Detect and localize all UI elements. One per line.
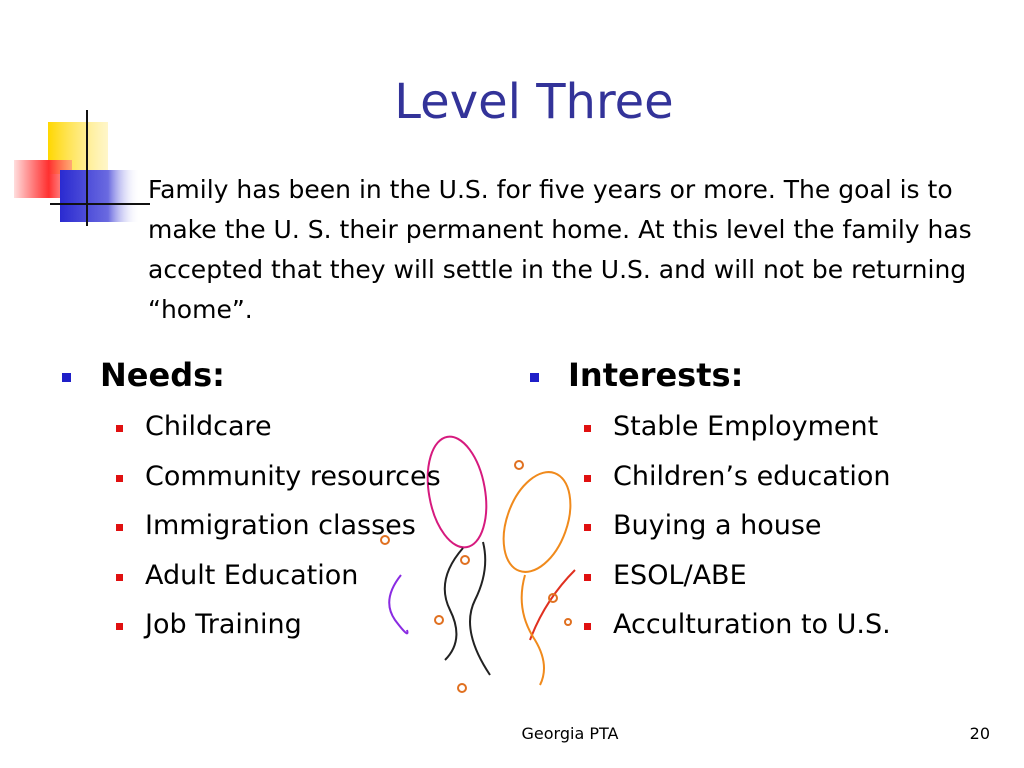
list-item-text: Adult Education: [145, 559, 359, 591]
list-item-text: Buying a house: [613, 510, 822, 542]
list-item: [584, 452, 990, 502]
needs-heading-text: Needs:: [100, 356, 225, 394]
needs-list: [62, 402, 502, 650]
square-bullet-icon: [116, 524, 123, 531]
interests-column: [530, 352, 990, 650]
list-item-text: ESOL/ABE: [613, 559, 747, 591]
list-item: [584, 551, 990, 601]
list-item: [584, 501, 990, 551]
list-item: [116, 600, 502, 650]
slide-title: Level Three: [394, 74, 674, 130]
needs-column: [62, 352, 502, 650]
list-item-text: Acculturation to U.S.: [613, 609, 891, 641]
interests-list: [530, 402, 990, 650]
list-item-text: Community resources: [145, 460, 441, 492]
square-bullet-icon: [116, 475, 123, 482]
needs-heading: [62, 352, 502, 398]
square-bullet-icon: [116, 425, 123, 432]
square-bullet-icon: [584, 475, 591, 482]
list-item: [116, 402, 502, 452]
square-bullet-icon: [584, 425, 591, 432]
square-bullet-icon: [584, 574, 591, 581]
square-bullet-icon: [116, 623, 123, 630]
square-bullet-icon: [584, 524, 591, 531]
list-item-text: Stable Employment: [613, 411, 879, 443]
corner-decoration: [0, 100, 160, 240]
footer-organization: Georgia PTA: [521, 724, 619, 743]
list-item-text: Immigration classes: [145, 510, 416, 542]
list-item: [116, 452, 502, 502]
list-item: [584, 402, 990, 452]
page-number: 20: [969, 724, 990, 743]
list-item-text: Children’s education: [613, 460, 891, 492]
square-bullet-icon: [62, 373, 71, 382]
square-bullet-icon: [530, 373, 539, 382]
interests-heading-text: Interests:: [568, 356, 744, 394]
list-item-text: Job Training: [145, 609, 302, 641]
list-item-text: Childcare: [145, 411, 272, 443]
list-item: [584, 600, 990, 650]
square-bullet-icon: [584, 623, 591, 630]
list-item: [116, 551, 502, 601]
intro-paragraph: Family has been in the U.S. for five years or more. The goal is to make the U. S. their permanent home. At this level the family has accepted that they will settle in the U.S. and will not be returning “home”.: [148, 175, 972, 324]
interests-heading: [530, 352, 990, 398]
list-item: [116, 501, 502, 551]
square-bullet-icon: [116, 574, 123, 581]
